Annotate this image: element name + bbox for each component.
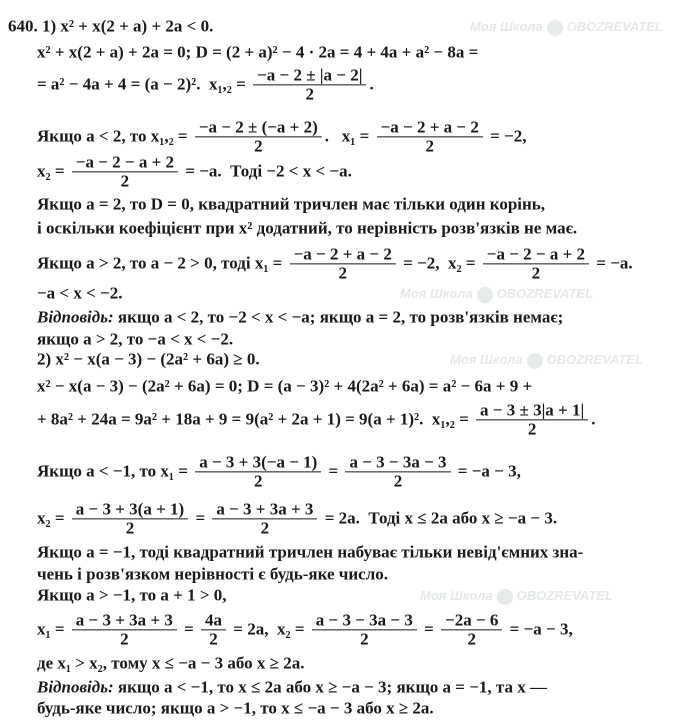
fraction-denominator: 2: [209, 629, 218, 649]
fraction-numerator: 4a: [201, 612, 226, 630]
fraction: [72, 612, 177, 647]
watermark-logo-icon: [477, 287, 493, 303]
text-line: [37, 700, 434, 719]
watermark-brand: OBOZREVATEL: [496, 286, 593, 301]
text-line: [37, 612, 573, 647]
text-segment: = −a.: [592, 253, 633, 273]
text-segment: = −a − 3,: [453, 461, 521, 481]
text-segment: =: [179, 619, 199, 639]
text-segment: Якщо a < 2, то x₁,₂ =: [37, 126, 192, 146]
fraction-denominator: 2: [531, 263, 541, 283]
fraction: [212, 501, 317, 536]
answer-label: Відповідь:: [37, 677, 114, 697]
fraction-denominator: 2: [305, 84, 315, 104]
text-segment: =: [191, 508, 210, 528]
fraction: [483, 246, 589, 281]
text-line: [37, 402, 596, 437]
fraction: [195, 119, 322, 154]
text-line: [37, 154, 352, 189]
fraction-numerator: a − 3 + 3a + 3: [212, 501, 317, 519]
text-segment: 640. 1) x² + x(2 + a) + 2a < 0.: [8, 16, 214, 36]
watermark: [470, 18, 663, 36]
fraction-denominator: 2: [260, 518, 270, 538]
text-segment: будь-яке число; якщо a > −1, то x ≤ −a − 3 або x ≥ 2a.: [37, 698, 434, 718]
text-line: [37, 285, 123, 304]
fraction-denominator: 2: [467, 629, 476, 649]
fraction-numerator: a − 3 + 3(−a − 1): [195, 454, 321, 472]
fraction-denominator: 2: [120, 171, 130, 191]
fraction-denominator: 2: [254, 136, 263, 156]
text-line: [37, 501, 557, 536]
fraction-denominator: 2: [360, 629, 369, 649]
fraction-numerator: −2a − 6: [441, 612, 502, 630]
text-line: [37, 655, 304, 674]
fraction: [195, 454, 321, 489]
watermark-school: Моя Школа: [400, 286, 473, 301]
fraction: [476, 402, 588, 437]
text-segment: . x₁ =: [324, 126, 374, 146]
text-segment: = −a − 3,: [505, 619, 573, 639]
text-segment: = −a. Тоді −2 < x < −a.: [181, 161, 352, 181]
text-segment: x₂ =: [37, 161, 69, 181]
watermark: [400, 285, 593, 303]
fraction-numerator: −a − 2 + a − 2: [290, 246, 396, 264]
text-line: [37, 44, 478, 63]
text-segment: = 2a, x₂ =: [229, 619, 309, 639]
text-segment: Якщо a = −1, тоді квадратний тричлен набуває тільки невід'ємних зна-: [37, 542, 584, 562]
watermark-logo-icon: [527, 353, 543, 369]
text-segment: .: [369, 74, 374, 94]
text-segment: x² − x(a − 3) − (2a² + 6a) = 0; D = (a − 3)² + 4(2a² + 6a) = a² − 6a + 9 +: [37, 376, 533, 396]
watermark-logo-icon: [497, 589, 513, 605]
text-segment: Якщо a > 2, то a − 2 > 0, тоді x₁ =: [37, 253, 287, 273]
fraction-numerator: a − 3 + 3a + 3: [72, 612, 177, 630]
text-line: [8, 18, 213, 37]
fraction-denominator: 2: [425, 136, 434, 156]
text-line: [37, 544, 583, 563]
text-segment: і оскільки коефіцієнт при x² додатний, то нерівність розв'язків не має.: [37, 218, 578, 238]
fraction-numerator: −a − 2 − a + 2: [72, 154, 178, 172]
fraction-denominator: 2: [393, 471, 403, 491]
text-segment: = 2a. Тоді x ≤ 2a або x ≥ −a − 3.: [320, 508, 558, 528]
text-line: [37, 309, 563, 328]
text-segment: якщо a < −1, то x ≤ 2a або x ≥ −a − 3; якщо a = −1, та x —: [113, 677, 547, 697]
text-segment: чень і розв'язком нерівності є будь-яке число.: [37, 564, 389, 584]
text-segment: якщо a > 2, то −a < x < −2.: [37, 329, 234, 349]
watermark-school: Моя Школа: [420, 588, 493, 603]
text-segment: .: [591, 409, 596, 429]
fraction-numerator: a − 3 − 3a − 3: [312, 612, 417, 630]
text-line: [37, 679, 547, 698]
text-line: [37, 566, 388, 585]
fraction-numerator: a − 3 ± 3|a + 1|: [476, 402, 588, 420]
watermark-logo-icon: [547, 20, 563, 36]
text-segment: Якщо a < −1, то x₁ =: [37, 461, 193, 481]
fraction: [290, 246, 396, 281]
text-segment: =: [324, 461, 343, 481]
text-segment: 2) x² − x(a − 3) − (2a² + 6a) ≥ 0.: [37, 349, 260, 369]
fraction-numerator: −a − 2 ± (−a + 2): [195, 119, 322, 137]
fraction-numerator: a − 3 − 3a − 3: [345, 454, 450, 472]
watermark-school: Моя Школа: [450, 352, 523, 367]
fraction: [441, 612, 502, 647]
text-line: [37, 246, 633, 281]
fraction-denominator: 2: [254, 471, 263, 491]
text-line: [37, 454, 521, 489]
text-segment: −a < x < −2.: [37, 283, 123, 303]
text-line: [37, 378, 532, 397]
text-segment: + 8a² + 24a = 9a² + 18a + 9 = 9(a² + 2a + 1) = 9(a + 1)². x₁,₂ =: [37, 409, 474, 429]
fraction-numerator: −a − 2 − a + 2: [483, 246, 589, 264]
text-line: [37, 196, 545, 215]
fraction-numerator: a − 3 + 3(a + 1): [72, 501, 188, 519]
fraction-denominator: 2: [338, 263, 347, 283]
answer-label: Відповідь:: [37, 307, 114, 327]
fraction: [72, 154, 178, 189]
fraction: [312, 612, 417, 647]
text-segment: =: [419, 619, 439, 639]
watermark: [450, 351, 643, 369]
text-segment: x₁ =: [37, 619, 69, 639]
text-line: [37, 331, 233, 350]
watermark-school: Моя Школа: [470, 19, 543, 34]
fraction-denominator: 2: [527, 419, 537, 439]
text-segment: якщо a < 2, то −2 < x < −a; якщо a = 2, то розв'язків немає;: [113, 307, 564, 327]
fraction: [72, 501, 188, 536]
fraction-denominator: 2: [125, 518, 135, 538]
watermark-brand: OBOZREVATEL: [566, 19, 663, 34]
fraction: [345, 454, 450, 489]
fraction: [201, 612, 226, 647]
text-line: [37, 351, 260, 370]
text-segment: Якщо a = 2, то D = 0, квадратний тричлен має тільки один корінь,: [37, 194, 546, 214]
fraction: [253, 67, 366, 102]
text-line: [37, 220, 577, 239]
text-segment: = −2, x₂ =: [398, 253, 480, 273]
watermark-brand: OBOZREVATEL: [546, 352, 643, 367]
fraction: [377, 119, 483, 154]
fraction-denominator: 2: [120, 629, 129, 649]
text-line: [37, 587, 227, 606]
text-line: [37, 67, 374, 102]
text-line: [37, 119, 526, 154]
fraction-numerator: −a − 2 ± |a − 2|: [253, 67, 366, 85]
text-segment: = −2,: [485, 126, 527, 146]
text-segment: = a² − 4a + 4 = (a − 2)². x₁,₂ =: [37, 74, 251, 94]
text-segment: Якщо a > −1, то a + 1 > 0,: [37, 585, 227, 605]
watermark-brand: OBOZREVATEL: [516, 588, 613, 603]
watermark: [420, 587, 613, 605]
text-segment: x² + x(2 + a) + 2a = 0; D = (2 + a)² − 4 · 2a = 4 + 4a + a² − 8a =: [37, 42, 479, 62]
text-segment: де x₁ > x₂, тому x ≤ −a − 3 або x ≥ 2a.: [37, 653, 305, 673]
text-segment: x₂ =: [37, 508, 69, 528]
fraction-numerator: −a − 2 + a − 2: [377, 119, 483, 137]
